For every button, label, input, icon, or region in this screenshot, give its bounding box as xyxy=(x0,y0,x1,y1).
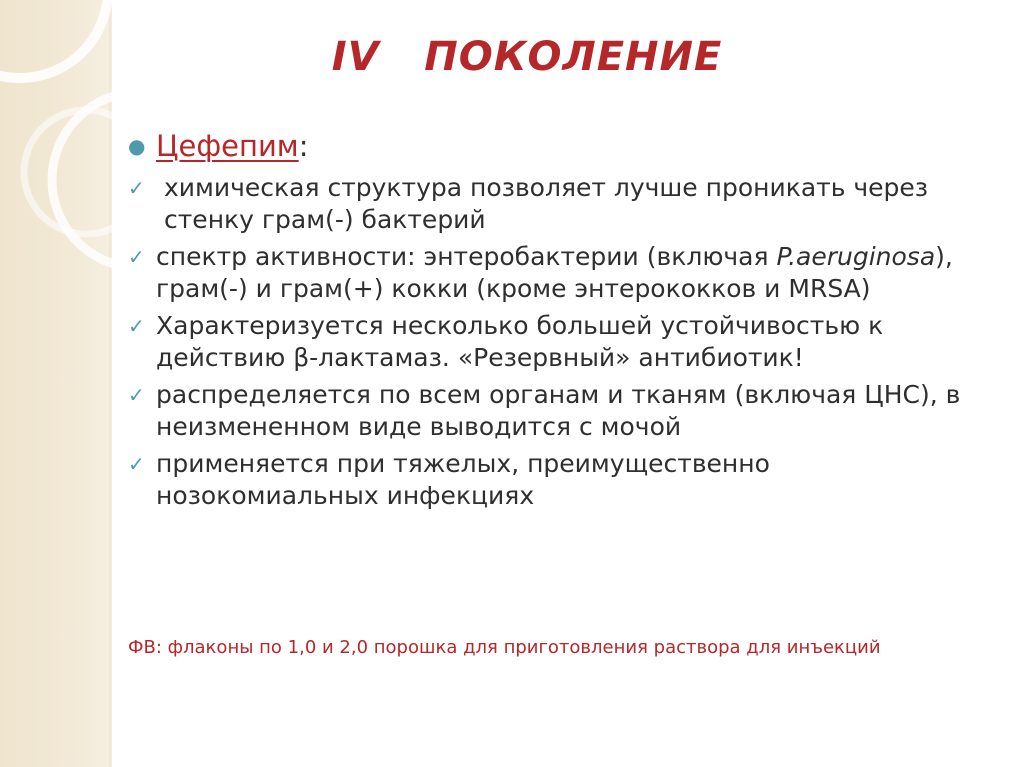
checkmark-icon: ✓ xyxy=(128,314,145,338)
list-item xyxy=(128,379,988,443)
list-item-text-part: ), грам(-) и грам(+) кокки (кроме энтерококков и MRSA) xyxy=(156,242,953,303)
organism-name: P.aeruginosa xyxy=(776,242,936,271)
list-item-text: распределяется по всем органам и тканям (включая ЦНС), в неизмененном виде выводится с мочой xyxy=(156,380,961,441)
list-item-text: Характеризуется несколько большей устойчивостью к действию β-лактамаз. «Резервный» антибиотик! xyxy=(156,311,884,372)
bullet-dot-icon: ● xyxy=(128,134,146,158)
checkmark-icon: ✓ xyxy=(128,383,145,407)
list-item-text xyxy=(156,241,988,305)
drug-heading xyxy=(128,128,988,167)
list-item xyxy=(128,310,988,374)
drug-name: Цефепим xyxy=(156,129,299,163)
list-item-text-part: спектр активности: энтеробактерии (включая xyxy=(156,242,777,271)
property-list xyxy=(128,172,988,512)
checkmark-icon: ✓ xyxy=(128,245,145,269)
list-item xyxy=(128,448,988,512)
slide-title: IV ПОКОЛЕНИЕ xyxy=(331,34,723,80)
content-area xyxy=(128,128,988,512)
list-item-text: химическая структура позволяет лучше проникать через стенку грам(-) бактерий xyxy=(164,173,929,234)
list-item xyxy=(128,241,988,305)
checkmark-icon: ✓ xyxy=(128,452,145,476)
dosage-form-note: ФВ: флаконы по 1,0 и 2,0 порошка для приготовления раствора для инъекций xyxy=(128,637,881,658)
checkmark-icon: ✓ xyxy=(128,176,145,200)
drug-colon: : xyxy=(298,129,309,163)
list-item xyxy=(128,172,988,236)
list-item-text: применяется при тяжелых, преимущественно нозокомиальных инфекциях xyxy=(156,449,770,510)
